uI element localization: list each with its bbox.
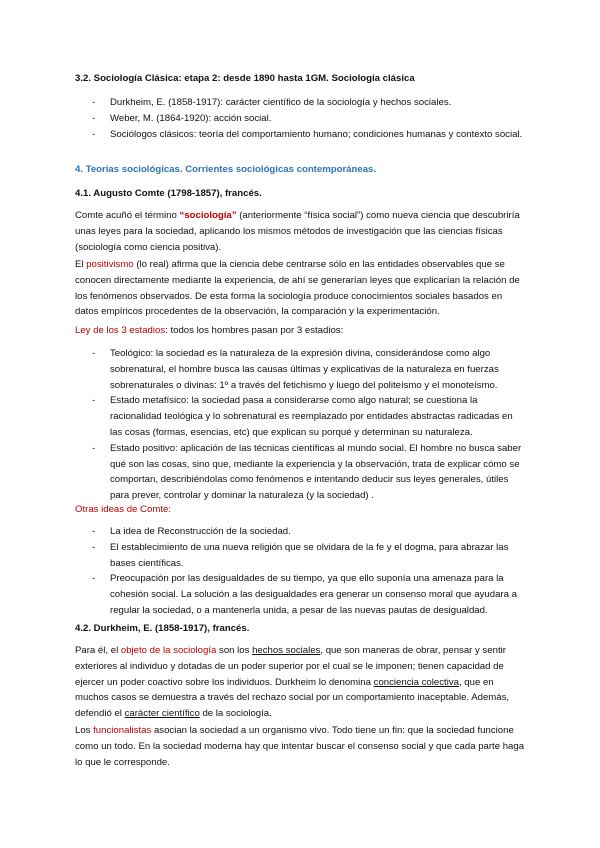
list-item: - Durkheim, E. (1858-1917): carácter científico de la sociología y hechos sociales. (75, 95, 527, 111)
list-item: - Estado metafísico: la sociedad pasa a considerarse como algo natural; se cuestiona la racionalidad teológica y lo sobrenatural es reemplazado por entidades abstractas radicadas en las cosas (formas, esencias, etc) que explican su porqué y determinan su naturaleza. (75, 393, 527, 440)
text-run: son los (216, 645, 253, 656)
text-run: asocian la sociedad a un organismo vivo. Todo tiene un fin: que la sociedad funcione como un todo. En la sociedad moderna hay que intentar buscar el consenso social y que cada parte haga lo que le corresponde. (75, 725, 525, 768)
list-item: - Sociólogos clásicos: teoría del comportamiento humano; condiciones humanas y contexto social. (75, 127, 527, 143)
text-run: de la sociología. (199, 708, 272, 720)
text-run: , que en muchos casos se demuestra a través del rechazo social por un comportamiento inaceptable. Además, defendió el (75, 676, 510, 720)
otras-ideas-list (75, 524, 527, 619)
durkheim-paragraph (75, 643, 527, 722)
funcionalistas-term: funcionalistas (93, 725, 152, 736)
text-run: Los (75, 725, 94, 736)
sociologia-term: “sociología” (179, 210, 237, 221)
text-run: , que son maneras de obrar, pensar y sentir exteriores al individuo y dotadas de un poder superior por el cual se le imponen; tienen capacidad de ejercer un poder coactivo sobre los individuos. Durkheim lo denomina (75, 645, 506, 688)
section-4-heading: 4. Teorías sociológicas. Corrientes sociológicas contemporáneas. (75, 164, 377, 175)
conciencia-colectiva-term: conciencia colectiva (373, 676, 459, 688)
positivismo-paragraph (75, 257, 527, 320)
text-run: (anteriormente “física social”) como nueva ciencia que descubriría unas leyes para la sociedad, aplicando los mismos métodos de investigación que las ciencias físicas (sociología como ciencia positiva). (75, 210, 520, 253)
section-4-1-heading: 4.1. Augusto Comte (1798-1857), francés. (75, 188, 262, 199)
text-run: Comte acuñó el término (75, 210, 180, 221)
funcionalistas-paragraph (75, 723, 527, 770)
ley-estadios-paragraph (75, 323, 527, 339)
section-4-2-heading: 4.2. Durkheim, E. (1858-1917), francés. (75, 623, 250, 634)
list-item: - La idea de Reconstrucción de la sociedad. (75, 524, 527, 540)
text-run: (lo real) afirma que la ciencia debe centrarse sólo en las entidades observables que se conocen directamente mediante la experiencia, de ahí se generarían leyes que explicarían la relación de los fenómenos observados. De esta forma la sociología produce conocimientos sociales basados en datos empíricos procedentes de la observación, la comparación y la experimentación. (75, 259, 520, 318)
text-run: : todos los hombres pasan por 3 estadios: (165, 325, 344, 336)
comte-paragraph (75, 208, 527, 255)
list-item: - Teológico: la sociedad es la naturaleza de la expresión divina, considerándose como algo sobrenatural, el hombre busca las causas últimas y explicativas de la naturaleza en fuerzas sobrenaturales o divinas: 1º a través del fetichismo y luego del politeísmo y el monoteísmo. (75, 346, 527, 393)
list-item: - Preocupación por las desigualdades de su tiempo, ya que ello suponía una amenaza para la cohesión social. La solución a las desigualdades era generar un consenso moral que ayudara a regular la sociedad, o a mantenerla unida, a pesar de las nuevas pautas de desigualdad. (75, 571, 527, 618)
otras-ideas-label: Otras ideas de Comte: (75, 504, 171, 515)
text-run: Para él, el (75, 645, 121, 656)
section-3-2-heading: 3.2. Sociología Clásica: etapa 2: desde 1890 hasta 1GM. Sociología clásica (75, 73, 415, 84)
hechos-sociales-term: hechos sociales (252, 645, 321, 656)
estadios-list (75, 346, 527, 504)
positivismo-term: positivismo (86, 259, 134, 270)
section-3-2-list (75, 95, 527, 142)
ley-estadios-label: Ley de los 3 estadios (75, 325, 166, 336)
text-run: El (75, 259, 87, 270)
objeto-term: objeto de la sociología (120, 645, 217, 656)
list-item: - Weber, M. (1864-1920): acción social. (75, 111, 527, 127)
list-item: - Estado positivo: aplicación de las técnicas científicas al mundo social. El hombre no busca saber qué son las cosas, sino que, mediante la experiencia y la observación, trata de explicar cómo se comportan, describiéndolas como fenómenos e intentando deducir sus leyes generales, útiles para prever, controlar y dominar la naturaleza (y la sociedad) . (75, 441, 527, 504)
caracter-cientifico-term: carácter científico (124, 708, 200, 720)
list-item: - El establecimiento de una nueva religión que se olvidara de la fe y el dogma, para abrazar las bases científicas. (75, 540, 527, 572)
